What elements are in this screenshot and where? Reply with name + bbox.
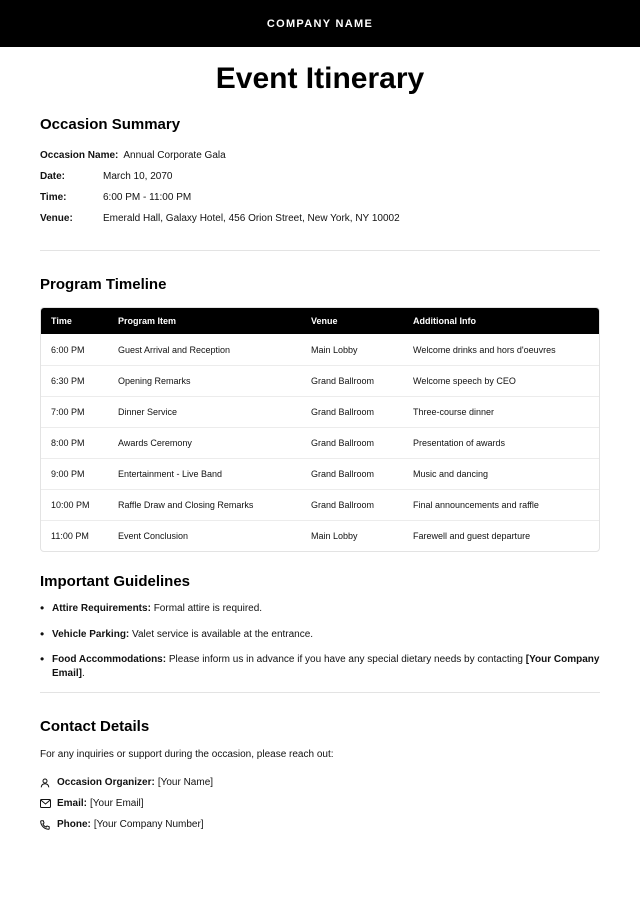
- cell-venue: Main Lobby: [311, 531, 358, 541]
- guidelines-list: [40, 602, 600, 680]
- cell-time: 9:00 PM: [51, 469, 85, 479]
- cell-program-item: Opening Remarks: [118, 376, 191, 386]
- table-row: [41, 396, 599, 427]
- summary-list: [40, 145, 600, 229]
- cell-venue: Grand Ballroom: [311, 500, 375, 510]
- cell-additional-info: Music and dancing: [413, 469, 489, 479]
- contact-label: Email:: [57, 798, 88, 809]
- cell-time: 10:00 PM: [51, 500, 90, 510]
- bullet-icon: •: [40, 601, 45, 615]
- column-header-program-item: Program Item: [118, 316, 177, 326]
- column-header-time: Time: [51, 316, 72, 326]
- bullet-icon: •: [40, 626, 45, 641]
- contact-value: [Your Company Number]: [93, 819, 204, 830]
- table-row: [41, 458, 599, 489]
- contact-value: [Your Email]: [90, 798, 144, 809]
- cell-venue: Main Lobby: [311, 344, 358, 355]
- contact-intro: For any inquiries or support during the occasion, please reach out:: [40, 749, 334, 760]
- summary-value: Emerald Hall, Galaxy Hotel, 456 Orion Street, New York, NY 10002: [103, 213, 400, 224]
- guideline-tail: .: [82, 667, 85, 679]
- cell-additional-info: Welcome speech by CEO: [413, 376, 516, 386]
- company-name: COMPANY NAME: [266, 17, 374, 30]
- timeline-table: [40, 307, 600, 552]
- contact-row-organizer: [40, 772, 600, 793]
- program-timeline-section: [0, 276, 640, 552]
- table-row: [41, 427, 599, 458]
- important-guidelines-section: [0, 573, 640, 680]
- cell-program-item: Awards Ceremony: [118, 438, 192, 448]
- cell-venue: Grand Ballroom: [311, 469, 375, 479]
- occasion-summary-section: [0, 116, 640, 229]
- guideline-text: Formal attire is required.: [153, 603, 263, 614]
- cell-program-item: Entertainment - Live Band: [118, 469, 223, 479]
- contact-row-email: [40, 793, 600, 814]
- cell-program-item: Event Conclusion: [118, 531, 189, 541]
- contact-details-section: [0, 718, 640, 835]
- cell-time: 11:00 PM: [51, 531, 89, 541]
- cell-additional-info: Three-course dinner: [413, 407, 495, 417]
- list-item: [40, 602, 600, 616]
- cell-additional-info: Final announcements and raffle: [413, 500, 539, 510]
- table-row: [41, 365, 599, 396]
- cell-program-item: Raffle Draw and Closing Remarks: [118, 500, 254, 510]
- guideline-text: Valet service is available at the entrance.: [132, 628, 314, 640]
- cell-time: 8:00 PM: [51, 438, 85, 448]
- cell-additional-info: Presentation of awards: [413, 438, 506, 448]
- guideline-label: Vehicle Parking:: [52, 628, 130, 640]
- summary-label: Time:: [40, 192, 67, 203]
- person-icon: [40, 778, 57, 788]
- page-title: Event Itinerary: [215, 62, 425, 95]
- company-email-placeholder: [Your Company Email]: [52, 654, 600, 679]
- company-header: [0, 0, 640, 47]
- summary-row-venue: [40, 208, 600, 229]
- cell-venue: Grand Ballroom: [311, 407, 375, 417]
- list-item: [40, 628, 600, 642]
- contact-row-phone: [40, 814, 600, 835]
- cell-venue: Grand Ballroom: [311, 438, 375, 448]
- important-guidelines-heading: Important Guidelines: [40, 573, 191, 590]
- contact-details-heading: Contact Details: [40, 718, 150, 735]
- summary-value: Annual Corporate Gala: [123, 150, 226, 161]
- table-row: [41, 334, 599, 365]
- contact-label: Phone:: [57, 819, 91, 830]
- summary-label: Occasion Name:: [40, 150, 119, 161]
- summary-value: March 10, 2070: [103, 171, 173, 182]
- section-divider: [40, 250, 600, 251]
- table-row: [41, 489, 599, 520]
- contact-list: [40, 772, 600, 835]
- guideline-label: Food Accommodations:: [52, 654, 167, 665]
- summary-row-date: [40, 166, 600, 187]
- cell-program-item: Guest Arrival and Reception: [118, 344, 231, 355]
- phone-icon: [40, 820, 57, 830]
- occasion-summary-heading: Occasion Summary: [40, 116, 181, 133]
- guideline-text: Please inform us in advance if you have any special dietary needs by contacting: [168, 654, 523, 665]
- cell-time: 6:30 PM: [51, 376, 85, 386]
- table-row: [41, 520, 599, 551]
- summary-row-occasion-name: [40, 145, 600, 166]
- cell-venue: Grand Ballroom: [311, 376, 375, 386]
- list-item: [40, 653, 600, 680]
- contact-value: [Your Name]: [157, 777, 214, 788]
- table-header-row: [41, 308, 599, 334]
- bullet-icon: •: [40, 652, 45, 666]
- cell-time: 7:00 PM: [51, 407, 85, 417]
- column-header-venue: Venue: [311, 316, 338, 326]
- contact-label: Occasion Organizer:: [57, 777, 155, 788]
- summary-label: Date:: [40, 171, 66, 182]
- cell-time: 6:00 PM: [51, 344, 85, 355]
- section-divider: [40, 692, 600, 693]
- guideline-label: Attire Requirements:: [52, 603, 151, 614]
- cell-additional-info: Welcome drinks and hors d'oeuvres: [413, 344, 556, 355]
- summary-row-time: [40, 187, 600, 208]
- program-timeline-heading: Program Timeline: [40, 276, 167, 293]
- cell-additional-info: Farewell and guest departure: [413, 531, 531, 541]
- column-header-additional-info: Additional Info: [413, 316, 476, 326]
- summary-label: Venue:: [40, 213, 73, 224]
- summary-value: 6:00 PM - 11:00 PM: [103, 192, 192, 203]
- cell-program-item: Dinner Service: [118, 407, 178, 417]
- envelope-icon: [40, 799, 57, 808]
